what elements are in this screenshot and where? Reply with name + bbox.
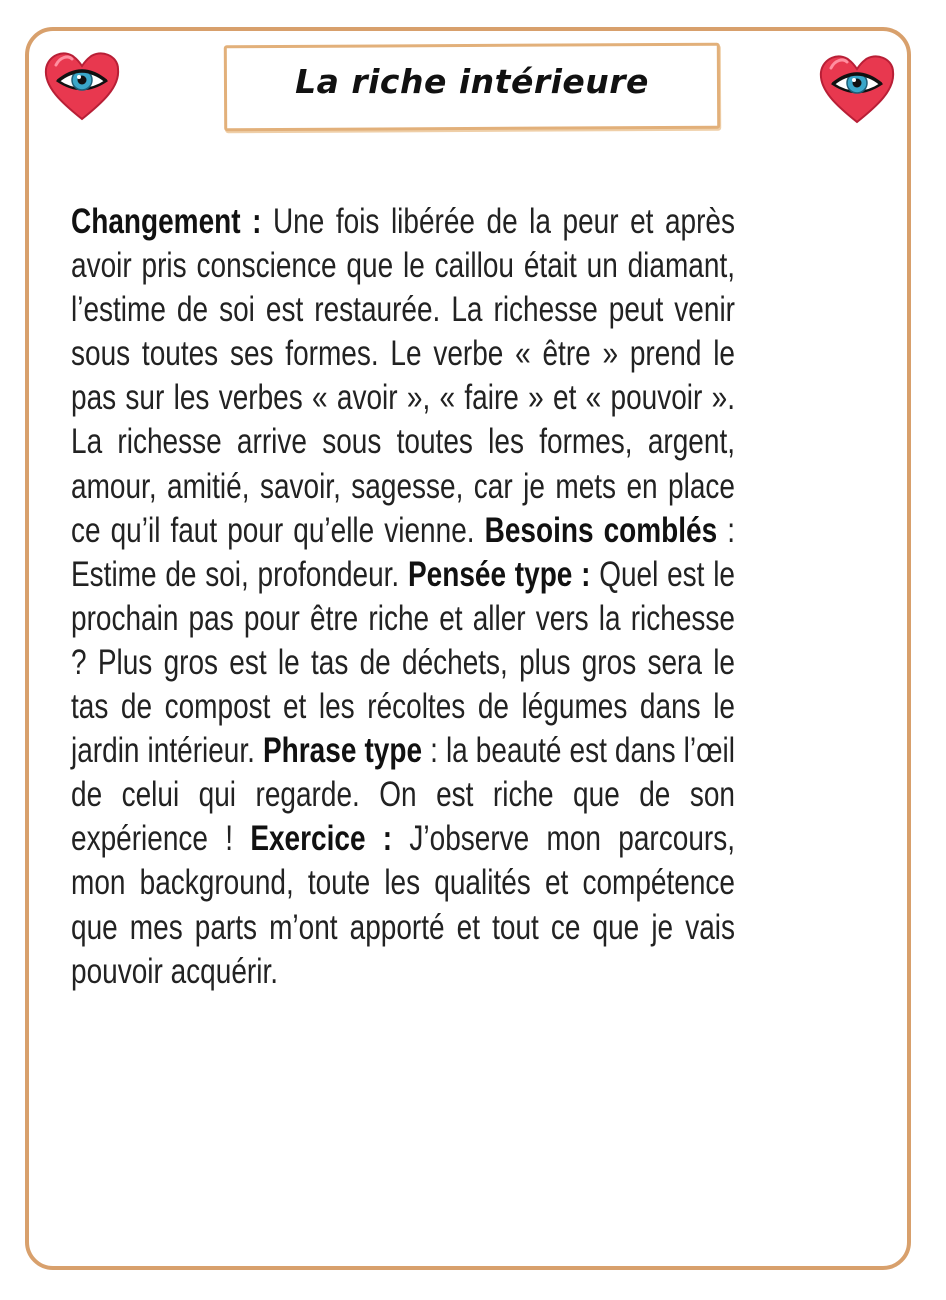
text-changement: Une fois libérée de la peur et après avoir pris conscience que le caillou était un diamant, l’estime de soi est restaurée. La richesse peut venir sous toutes ses formes. Le verbe « être » prend le pas sur les verbes « avoir », « faire » et « pouvoir ». La richesse arrive sous toutes les formes, argent, amour, amitié, savoir, sagesse, car je mets en place ce qu’il faut pour qu’elle vienne. xyxy=(71,202,735,550)
label-changement: Changement : xyxy=(71,202,262,241)
heart-eye-icon xyxy=(817,50,897,126)
label-exercice: Exercice : xyxy=(250,819,393,859)
text-exercice: J’observe mon parcours, mon background, toute les qualités et compétence que mes parts m’ont apporté et tout ce que je vais pouvoir acquérir. xyxy=(71,819,735,991)
label-pensee: Pensée type : xyxy=(407,554,591,594)
page-title: La riche intérieure xyxy=(295,62,649,101)
label-besoins: Besoins comblés xyxy=(484,510,718,550)
label-phrase: Phrase type xyxy=(263,731,423,771)
body-paragraph xyxy=(71,200,735,994)
text-phrase: : la beauté est dans l’œil de celui qui regarde. On est riche que de son expérience ! xyxy=(71,731,735,859)
text-pensee: Quel est le prochain pas pour être riche et aller vers la richesse ? Plus gros est le tas de déchets, plus gros sera le tas de compost et les récoltes de légumes dans le jardin intérieur. xyxy=(71,554,735,771)
heart-eye-icon xyxy=(42,47,122,123)
text-besoins: : Estime de soi, profondeur. xyxy=(71,510,735,594)
